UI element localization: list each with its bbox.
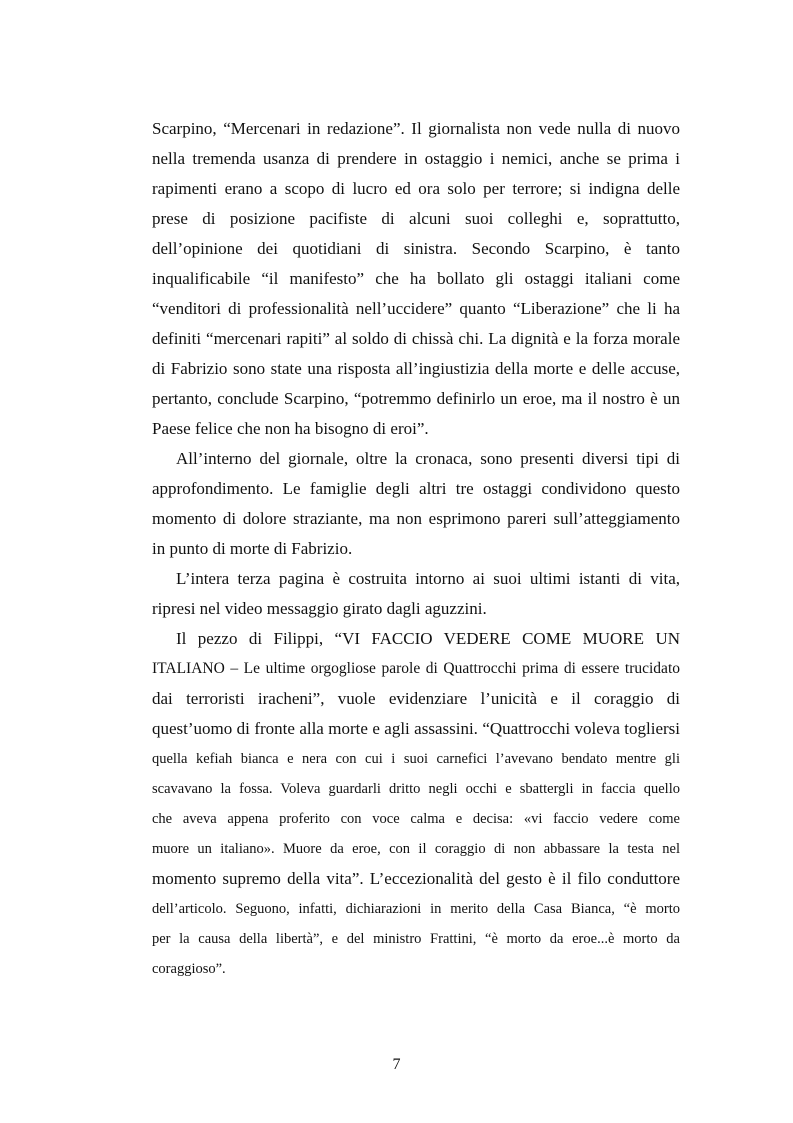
page-number: 7 (392, 1056, 401, 1073)
text-line: inqualificabile “il manifesto” che ha bollato gli ostaggi italiani come (152, 269, 680, 288)
text-line: in punto di morte di Fabrizio. (152, 539, 353, 558)
text-line: di Fabrizio sono state una risposta all’ingiustizia della morte e delle accuse, (152, 359, 680, 378)
text-line: quest’uomo di fronte alla morte e agli assassini. “Quattrocchi voleva togliersi (152, 719, 680, 738)
text-line: definiti “mercenari rapiti” al soldo di chissà chi. La dignità e la forza morale (152, 329, 680, 348)
text-line: ITALIANO – Le ultime orgogliose parole di Quattrocchi prima di essere trucidato (152, 660, 680, 677)
text-line: nella tremenda usanza di prendere in ostaggio i nemici, anche se prima i (152, 149, 680, 168)
text-line: prese di posizione pacifiste di alcuni suoi colleghi e, soprattutto, (152, 209, 680, 228)
body-text (152, 114, 680, 984)
text-line: momento di dolore straziante, ma non esprimono pareri sull’atteggiamento (152, 509, 680, 528)
text-line: muore un italiano». Muore da eroe, con il coraggio di non abbassare la testa nel (152, 841, 680, 857)
text-line: coraggioso”. (152, 961, 226, 977)
text-line: rapimenti erano a scopo di lucro ed ora solo per terrore; si indigna delle (152, 179, 680, 198)
text-line: Paese felice che non ha bisogno di eroi”. (152, 419, 429, 438)
text-line: dell’opinione dei quotidiani di sinistra. Secondo Scarpino, è tanto (152, 239, 680, 258)
text-line: quella kefiah bianca e nera con cui i suoi carnefici l’avevano bendato mentre gli (152, 751, 680, 767)
text-line: Scarpino, “Mercenari in redazione”. Il giornalista non vede nulla di nuovo (152, 119, 680, 138)
text-line: “venditori di professionalità nell’uccidere” quanto “Liberazione” che li ha (152, 299, 680, 318)
text-line: pertanto, conclude Scarpino, “potremmo definirlo un eroe, ma il nostro è un (152, 389, 680, 408)
text-line: che aveva appena proferito con voce calma e decisa: «vi faccio vedere come (152, 811, 680, 827)
text-line: ripresi nel video messaggio girato dagli aguzzini. (152, 599, 487, 618)
text-line: Il pezzo di Filippi, “VI FACCIO VEDERE COME MUORE UN (176, 629, 680, 648)
text-line: dai terroristi iracheni”, vuole evidenziare l’unicità e il coraggio di (152, 689, 680, 708)
text-line: scavavano la fossa. Voleva guardarli dritto negli occhi e sbattergli in faccia quello (152, 781, 680, 797)
text-line: All’interno del giornale, oltre la cronaca, sono presenti diversi tipi di (176, 449, 680, 468)
text-line: per la causa della libertà”, e del ministro Frattini, “è morto da eroe...è morto da (152, 931, 680, 947)
text-line: L’intera terza pagina è costruita intorno ai suoi ultimi istanti di vita, (176, 569, 680, 588)
text-line: dell’articolo. Seguono, infatti, dichiarazioni in merito della Casa Bianca, “è morto (152, 901, 680, 917)
text-line: approfondimento. Le famiglie degli altri tre ostaggi condividono questo (152, 479, 680, 498)
text-line: momento supremo della vita”. L’eccezionalità del gesto è il filo conduttore (152, 869, 680, 888)
